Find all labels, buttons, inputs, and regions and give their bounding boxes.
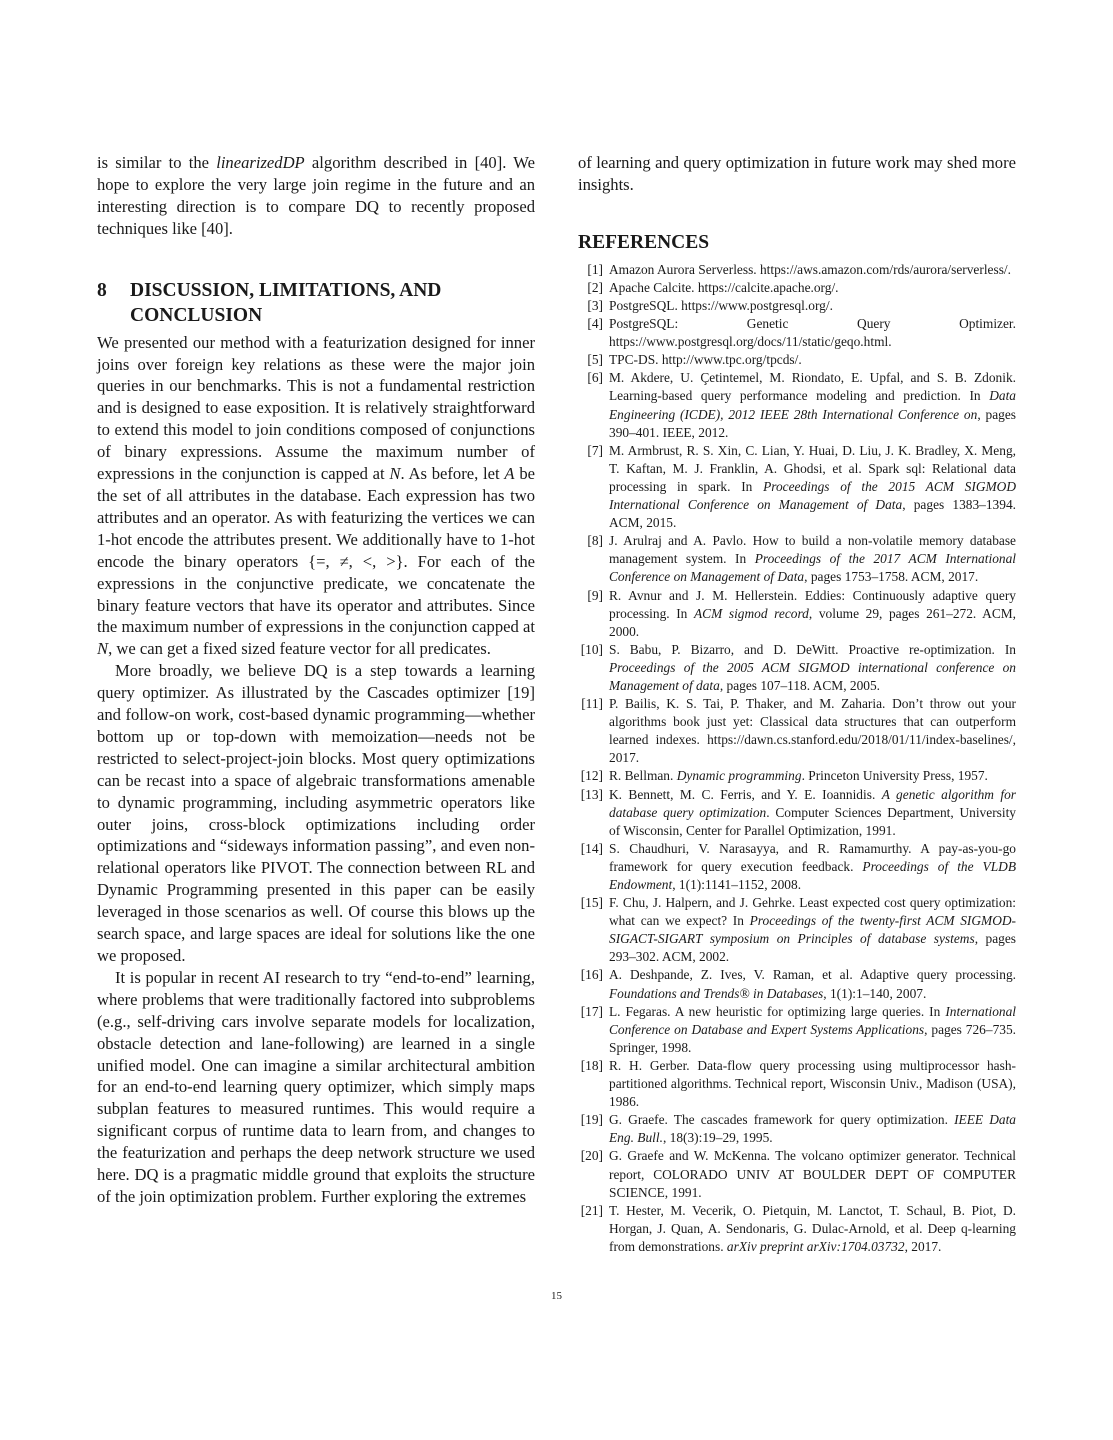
italic-text: Dynamic programming	[676, 768, 802, 784]
reference-number: [2]	[587, 279, 603, 295]
reference-item	[578, 966, 1016, 1002]
text-segment: , pages 1383–1394. ACM, 2015.	[609, 497, 1016, 531]
reference-text	[609, 442, 1016, 532]
text-segment: TPC-DS. http://www.tpc.org/tpcds/.	[609, 352, 802, 368]
text-segment: , pages 107–118. ACM, 2005.	[719, 677, 881, 693]
reference-item	[578, 532, 1016, 586]
text-segment: R. H. Gerber. Data-flow query processing using multiprocessor hash-partitioned algorithms. Technical report, Wisconsin Univ., Madison (USA), 1986.	[609, 1057, 1016, 1110]
text-segment: G. Graefe. The cascades framework for query optimization.	[609, 1112, 955, 1128]
text-segment: M. Armbrust, R. S. Xin, C. Lian, Y. Huai, D. Liu, J. K. Bradley, X. Meng, T. Kaftan, M. J. Franklin, A. Ghodsi, et al. Spark sql: Relational data processing in spark. In	[609, 442, 1016, 494]
text-segment: , 1(1):1141–1152, 2008.	[672, 877, 802, 892]
text-segment: S. Chaudhuri, V. Narasayya, and R. Ramamurthy. A pay-as-you-go framework for query execution feedback.	[609, 840, 1016, 874]
reference-text	[609, 1147, 1016, 1201]
reference-text	[609, 1202, 1016, 1256]
text-segment: , pages 390–401. IEEE, 2012.	[609, 406, 1016, 440]
reference-number: [3]	[587, 298, 603, 313]
text-segment: K. Bennett, M. C. Ferris, and Y. E. Ioannidis.	[609, 786, 882, 802]
italic-text: arXiv preprint arXiv:1704.03732	[726, 1238, 905, 1254]
text-segment: More broadly, we believe DQ is a step towards a learning query optimizer. As illustrated by the Cascades optimizer [19] and follow-on work, cost-based dynamic programming—whether bottom up or top-down with memoization—needs not be restricted to select-project-join blocks. Most query optimizations can be recast into a space of algebraic transformations amenable to dynamic programming, including asymmetric operators like outer joins, cross-block optimizations including order optimizations and “sideways information passing”, and even non-relational operators like PIVOT. The connection between RL and Dynamic Programming presented in this paper can be easily leveraged in those scenarios as well. Of course this blows up the search space, and large spaces are ideal for solutions like the one we proposed.	[97, 661, 535, 965]
italic-text: A	[504, 464, 515, 484]
text-segment: L. Fegaras. A new heuristic for optimizing large queries. In	[609, 1003, 946, 1019]
reference-item	[578, 641, 1016, 695]
reference-text	[609, 351, 1016, 369]
text-segment: A. Deshpande, Z. Ives, V. Raman, et al. Adaptive query processing.	[609, 967, 1016, 983]
reference-item	[578, 840, 1016, 894]
reference-item	[578, 894, 1016, 966]
reference-item	[578, 767, 1016, 785]
reference-number: [9]	[587, 587, 603, 603]
page-number: 15	[551, 1290, 562, 1302]
reference-text	[609, 695, 1016, 767]
intro-paragraph	[97, 152, 535, 240]
reference-number: [1]	[587, 261, 603, 277]
text-segment: S. Babu, P. Bizarro, and D. DeWitt. Proactive re-optimization. In	[609, 641, 1016, 657]
reference-item	[578, 695, 1016, 767]
reference-text	[609, 369, 1016, 441]
reference-text	[609, 297, 1016, 315]
reference-text	[609, 767, 1016, 785]
body-paragraph	[97, 967, 535, 1208]
reference-number: [16]	[580, 967, 603, 983]
reference-text	[609, 279, 1016, 297]
reference-number: [8]	[587, 533, 603, 549]
section-heading	[97, 278, 535, 328]
italic-text: Proceedings of the 2017 ACM International Conference on Management of Data	[609, 551, 1016, 585]
reference-number: [21]	[580, 1202, 603, 1218]
reference-text	[609, 894, 1016, 966]
reference-text	[609, 1111, 1016, 1147]
text-segment: , volume 29, pages 261–272. ACM, 2000.	[609, 605, 1017, 639]
italic-text: IEEE Data Eng. Bull.	[609, 1112, 1016, 1146]
reference-number: [4]	[587, 316, 603, 332]
italic-text: linearizedDP	[216, 153, 305, 172]
reference-item	[578, 1003, 1016, 1057]
text-segment: , we can get a fixed sized feature vector for all predicates.	[108, 639, 491, 659]
reference-list	[578, 261, 1016, 1256]
reference-number: [13]	[580, 786, 603, 802]
text-segment: Amazon Aurora Serverless. https://aws.amazon.com/rds/aurora/serverless/.	[609, 261, 1011, 277]
reference-item	[578, 1057, 1016, 1111]
reference-text	[609, 315, 1016, 351]
text-segment: . Princeton University Press, 1957.	[801, 768, 988, 784]
reference-number: [20]	[580, 1148, 603, 1164]
text-segment: of learning and query optimization in future work may shed more insights.	[578, 153, 1016, 194]
reference-item	[578, 351, 1016, 369]
reference-number: [14]	[580, 840, 603, 856]
reference-number: [5]	[587, 352, 603, 368]
reference-number: [17]	[580, 1003, 603, 1019]
reference-item	[578, 587, 1016, 641]
italic-text: Foundations and Trends® in Databases	[609, 985, 824, 1001]
italic-text: ACM sigmod record	[694, 605, 809, 621]
reference-item	[578, 1111, 1016, 1147]
reference-number: [6]	[587, 370, 603, 386]
text-segment: R. Avnur and J. M. Hellerstein. Eddies: Continuously adaptive query processing. In	[609, 587, 1016, 621]
reference-text	[609, 261, 1016, 279]
references-heading: REFERENCES	[578, 231, 710, 253]
text-segment: M. Akdere, U. Çetintemel, M. Riondato, E. Upfal, and S. B. Zdonik. Learning-based query performance modeling and prediction. In	[609, 370, 1016, 404]
reference-item	[578, 315, 1016, 351]
reference-number: [19]	[580, 1112, 603, 1128]
reference-number: [18]	[580, 1057, 603, 1073]
italic-text: International Conference on Database and Expert Systems Applications	[609, 1003, 1016, 1037]
text-segment: J. Arulraj and A. Pavlo. How to build a non-volatile memory database management system. In	[609, 533, 1016, 567]
reference-number: [15]	[580, 895, 603, 911]
reference-text	[609, 840, 1016, 894]
italic-text: Proceedings of the 2015 ACM SIGMOD International Conference on Management of Data	[609, 478, 1016, 513]
text-segment: . As before, let	[400, 464, 505, 484]
italic-text: A genetic algorithm for database query optimization	[609, 786, 1016, 820]
text-segment: P. Bailis, K. S. Tai, P. Thaker, and M. Zaharia. Don’t throw out your algorithms book just yet: Classical data structures that can outperform learned indexes. https://dawn.cs.stanford.edu/2018/01/11/index-baselines/, 2017.	[609, 696, 1016, 766]
italic-text: N	[97, 639, 109, 659]
text-segment: , 1(1):1–140, 2007.	[823, 985, 927, 1001]
reference-number: [7]	[587, 442, 603, 458]
reference-number: [11]	[581, 696, 603, 712]
text-segment: , 18(3):19–29, 1995.	[662, 1130, 773, 1146]
italic-text: N	[389, 464, 401, 484]
section-number: 8	[97, 279, 107, 301]
reference-item	[578, 442, 1016, 532]
body-paragraph	[97, 332, 535, 661]
reference-number: [10]	[580, 641, 603, 657]
italic-text: Proceedings of the 2005 ACM SIGMOD international conference on Management of data	[609, 659, 1016, 693]
text-segment: We presented our method with a featurization designed for inner joins over foreign key relations as these were the major join queries in our benchmarks. This is not a fundamental restriction and is designed to ease exposition. It is relatively straightforward to extend this model to join conditions composed of conjunctions of binary expressions. Assume the maximum number of expressions in the conjunction is capped at	[97, 332, 535, 484]
right-column	[578, 152, 1016, 1256]
text-segment: , pages 1753–1758. ACM, 2017.	[804, 569, 979, 585]
text-segment: G. Graefe and W. McKenna. The volcano optimizer generator. Technical report, COLORADO UNIV AT BOULDER DEPT OF COMPUTER SCIENCE, 1991.	[609, 1148, 1016, 1200]
reference-item	[578, 369, 1016, 441]
reference-text	[609, 1057, 1016, 1111]
reference-item	[578, 261, 1016, 279]
reference-item	[578, 1147, 1016, 1201]
reference-text	[609, 966, 1016, 1002]
reference-item	[578, 297, 1016, 315]
text-segment: . Computer Sciences Department, University of Wisconsin, Center for Parallel Optimization, 1991.	[609, 804, 1017, 838]
italic-text: Proceedings of the twenty-first ACM SIGMOD-SIGACT-SIGART symposium on Principles of database systems	[609, 913, 1016, 947]
continuation-paragraph	[578, 152, 1016, 196]
text-segment: F. Chu, J. Halpern, and J. Gehrke. Least expected cost query optimization: what can we expect? In	[609, 895, 1016, 929]
text-segment: PostgreSQL. https://www.postgresql.org/.	[609, 298, 833, 313]
body-paragraph	[97, 660, 535, 967]
text-segment: PostgreSQL: Genetic Query Optimizer. https://www.postgresql.org/docs/11/static/geqo.html.	[609, 316, 1016, 350]
reference-item	[578, 1202, 1016, 1256]
italic-text: Proceedings of the VLDB Endowment	[609, 858, 1016, 892]
text-segment: T. Hester, M. Vecerik, O. Pietquin, M. Lanctot, T. Schaul, B. Piot, D. Horgan, J. Quan, A. Sendonaris, G. Dulac-Arnold, et al. Deep q-learning from demonstrations.	[609, 1202, 1016, 1254]
section-title: DISCUSSION, LIMITATIONS, AND CONCLUSION	[130, 279, 442, 326]
reference-text	[609, 641, 1016, 695]
text-segment: Apache Calcite. https://calcite.apache.org/.	[609, 279, 839, 295]
reference-text	[609, 587, 1016, 641]
reference-item	[578, 786, 1016, 840]
reference-text	[609, 786, 1016, 840]
text-segment: algorithm described in [40]. We hope to explore the very large join regime in the future and an interesting direction is to compare DQ to recently proposed techniques like [40].	[97, 153, 535, 238]
text-segment: It is popular in recent AI research to try “end-to-end” learning, where problems that were traditionally factored into subproblems (e.g., self-driving cars involve separate models for localization, obstacle detection and lane-following) are learned in a single unified model. One can imagine a similar architectural ambition for an end-to-end learning query optimizer, which simply maps subplan features to measured runtimes. This would require a significant corpus of runtime data to learn from, and changes to the featurization and perhaps the deep network structure we used here. DQ is a pragmatic middle ground that exploits the structure of the join optimization problem. Further exploring the extremes	[97, 967, 535, 1206]
text-segment: , pages 726–735. Springer, 1998.	[609, 1021, 1017, 1055]
text-segment: , 2017.	[904, 1238, 942, 1254]
text-segment: is similar to the	[97, 153, 217, 172]
text-segment: R. Bellman.	[609, 768, 677, 784]
left-column	[97, 152, 535, 1208]
text-segment: , pages 293–302. ACM, 2002.	[609, 931, 1016, 965]
reference-number: [12]	[580, 768, 603, 784]
italic-text: Data Engineering (ICDE), 2012 IEEE 28th International Conference on	[609, 388, 1016, 422]
reference-text	[609, 532, 1016, 586]
reference-item	[578, 279, 1016, 297]
reference-text	[609, 1003, 1016, 1057]
text-segment: be the set of all attributes in the database. Each expression has two attributes and an operator. As with featurizing the vertices we can 1-hot encode the attributes present. We additionally have to 1-hot encode the binary operators {=, ≠, <, >}. For each of the expressions in the conjunctive predicate, we concatenate the binary feature vectors that have its operator and attributes. Since the maximum number of expressions in the conjunction capped at	[97, 464, 535, 637]
